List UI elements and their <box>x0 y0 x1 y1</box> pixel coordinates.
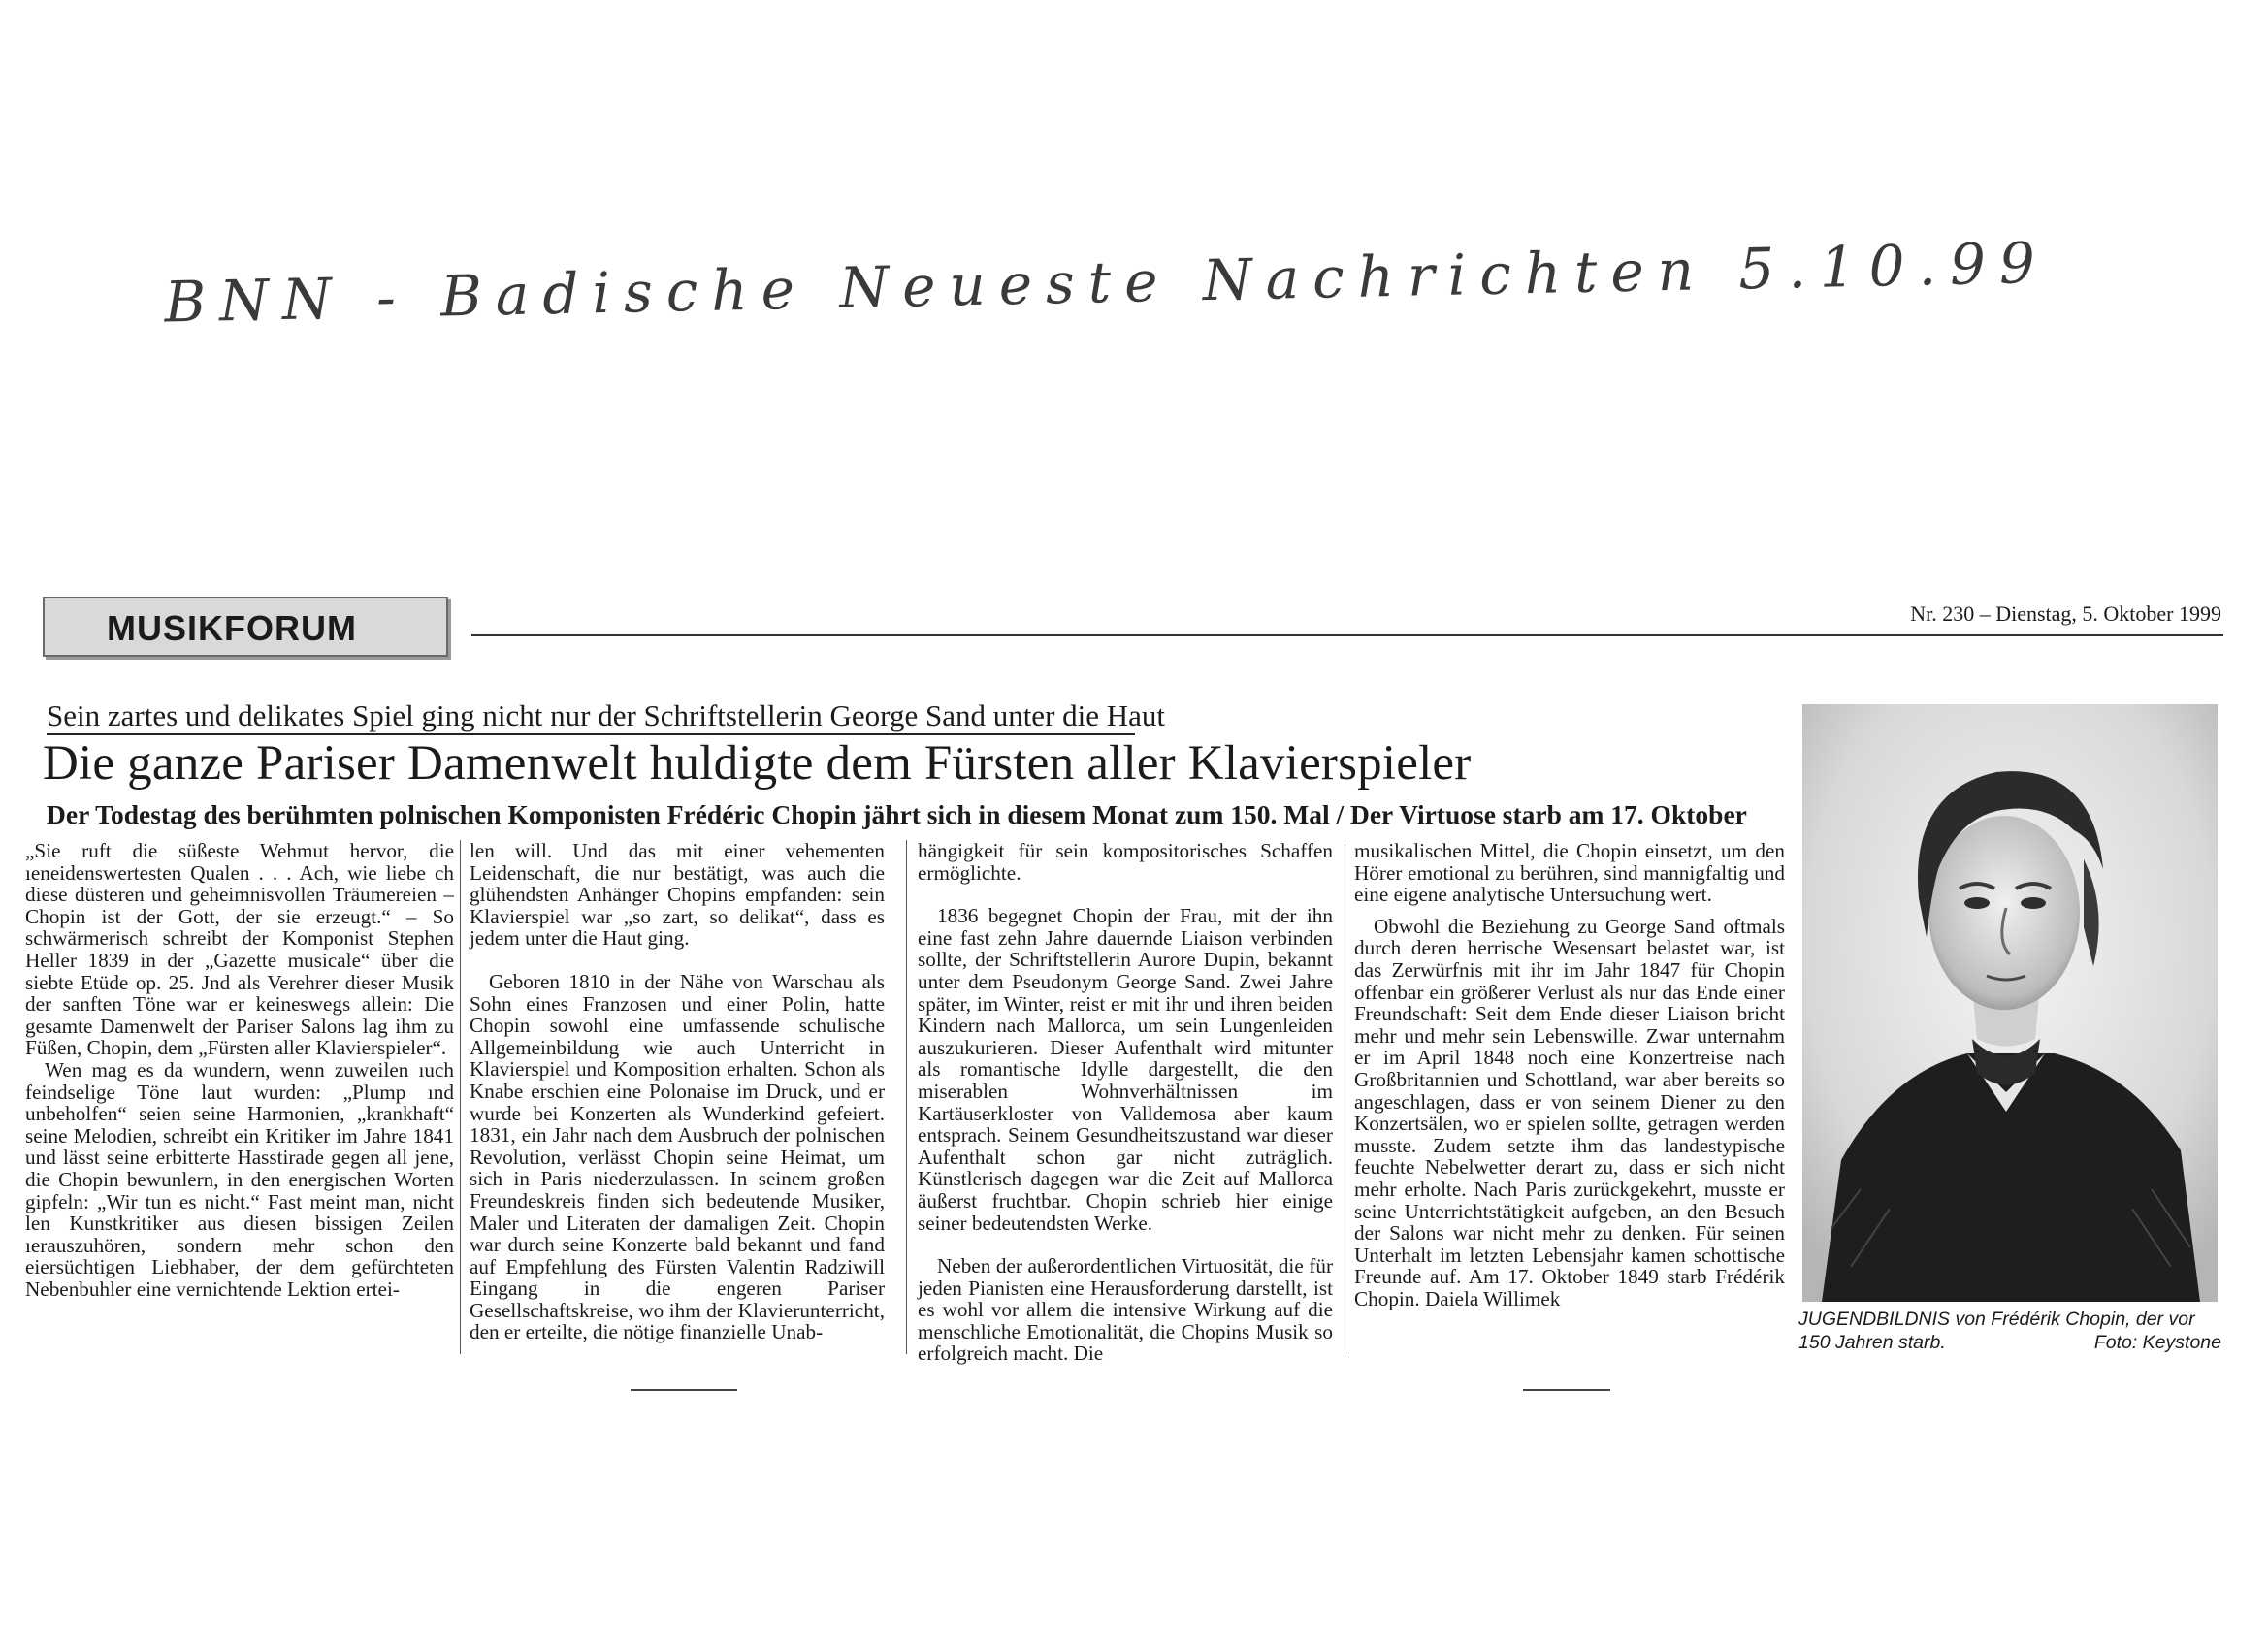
paragraph: Geboren 1810 in der Nähe von Warschau als Sohn eines Franzosen und einer Polin, hatte Chopin sowohl eine umfassende schulische Allgemeinbildung wie auch Unterricht in Klavierspiel und Komposition erhalten. Schon als Knabe erschien eine Polonaise im Druck, und er wurde bei Konzerten als Wunderkind gefeiert. 1831, ein Jahr nach dem Ausbruch der polnischen Revolution, verlässt Chopin seine Heimat, um sich in Paris niederzulassen. In seinem großen Freundeskreis finden sich bedeutende Musiker, Maler und Literaten der damaligen Zeit. Chopin war durch seine Konzerte bald bekannt und fand auf Empfehlung des Fürsten Valentin Radziwill Eingang in die engeren Pariser Gesellschaftskreise, wo ihm der Klavierunterricht, den er erteilte, die nötige finanzielle Unab- <box>470 969 885 1344</box>
paragraph: Neben der außerordentlichen Virtuosität, die für jeden Pianisten eine Herausforderung darstellt, ist es wohl vor allem die intensive Wirkung auf die menschliche Emotionalität, die Chopins Musik so erfolgreich macht. Die <box>918 1254 1333 1366</box>
column-rule <box>460 840 461 1354</box>
paragraph: 1836 begegnet Chopin der Frau, mit der ihn eine fast zehn Jahre dauernde Liaison verbinden sollte, der Schriftstellerin Aurore Dupin, bekannt unter dem Pseudonym George Sand. Zwei Jahre später, im Winter, reist er mit ihr und ihren beiden Kindern nach Mallorca, um sein Lungenleiden auszukurieren. Dieser Aufenthalt wird mitunter als romantische Idylle dargestellt, die den miserablen Wohnverhältnissen im Kartäuserkloster von Valldemosa aber kaum entsprach. Seinem Gesundheitszustand war dieser Aufenthalt schon gar nicht zuträglich. Künstlerisch dagegen war die Zeit auf Mallorca äußerst fruchtbar. Chopin schrieb hier einige seiner bedeutendsten Werke. <box>918 904 1333 1235</box>
headline: Die ganze Pariser Damenwelt huldigte dem Fürsten aller Klavierspieler <box>43 736 1472 791</box>
article-column-3 <box>918 840 1333 1365</box>
header-rule <box>471 634 2223 636</box>
end-rule <box>1523 1389 1610 1391</box>
photo-credit: Foto: Keystone <box>2093 1332 2221 1353</box>
paragraph: hängigkeit für sein kompositorisches Schaffen ermöglichte. <box>918 839 1333 885</box>
paragraph: „Sie ruft die süßeste Wehmut hervor, die ıeneidenswertesten Qualen . . . Ach, wie liebe ch diese düsteren und geheimnisvollen Träumereien – Chopin ist der Gott, der sie erzeugt.“ – So schwärmerisch schreibt der Komponist Stephen Heller 1839 in der „Gazette musicale“ über die siebte Etüde op. 25. Jnd als Verehrer dieser Musik der sanften Töne war er keineswegs allein: Die gesamte Damenwelt der Pariser Salons lag ihm zu Füßen, Chopin, dem „Fürsten aller Klavierspieler“. <box>25 839 454 1060</box>
chopin-portrait <box>1802 704 2218 1302</box>
paragraph: musikalischen Mittel, die Chopin einsetzt, um den Hörer emotional zu berühren, sind mannigfaltig und eine eigene analytische Untersuchung wert. <box>1354 839 1785 907</box>
paragraph: Obwohl die Beziehung zu George Sand oftmals durch deren herrische Wesensart belastet war, ist das Zerwürfnis mit ihr im Jahr 1847 für Chopin offenbar ein größerer Verlust als nur das Ende einer Freundschaft: Seit dem Ende dieser Liaison bricht mehr und mehr sein Lebenswille. Zwar unternahm er im April 1848 noch eine Konzertreise nach Großbritannien und Schottland, war aber bereits so angeschlagen, dass er von seinem Diener zu den Konzertsälen, wo er spielen sollte, getragen werden musste. Zudem setzte ihm das landestypische feuchte Nebelwetter derart zu, dass er sich nicht mehr erholte. Nach Paris zurückgekehrt, musste er seine Unterrichtstätigkeit aufgeben, an den Besuch der Salons war nicht mehr zu denken. Für seinen Unterhalt im letzten Lebensjahr kamen schottische Freunde auf. Am 17. Oktober 1849 starb Frédérik Chopin. Daiela Willimek <box>1354 914 1785 1310</box>
subheadline: Der Todestag des berühmten polnischen Komponisten Frédéric Chopin jährt sich in diesem Monat zum 150. Mal / Der Virtuose starb am 17. Oktober <box>47 799 1747 829</box>
kicker: Sein zartes und delikates Spiel ging nicht nur der Schriftstellerin George Sand unter die Haut <box>47 698 1166 732</box>
article-column-4 <box>1354 840 1785 1310</box>
photo-caption <box>1798 1308 2221 1354</box>
issue-dateline: Nr. 230 – Dienstag, 5. Oktober 1999 <box>1910 601 2221 626</box>
article-column-1 <box>25 840 454 1300</box>
portrait-engraving-image <box>1802 704 2218 1302</box>
paragraph: Wen mag es da wundern, wenn zuweilen ıuch feindselige Töne laut wurden: „Plump ınd unbeholfen“ seien seine Harmonien, „krankhaft“ seine Melodien, schreibt ein Kritiker im Jahre 1841 und lässt seine erbitterte Hasstirade gegen all jene, die Chopin bewunlern, in den energischen Worten gipfeln: „Wir tun es nicht.“ Fast meint man, nicht len Kunstkritiker aus diesen bissigen Zeilen ıerauszuhören, sondern mehr schon den eiersüchtigen Liebhaber, der dem gefürchteten Nebenbuhler eine vernichtende Lektion ertei- <box>25 1057 454 1301</box>
paragraph: len will. Und das mit einer vehementen Leidenschaft, die nur bestätigt, was auch die glühendsten Anhänger Chopins empfanden: sein Klavierspiel war „so zart, so delikat“, dass es jedem unter die Haut ging. <box>470 839 885 951</box>
caption-text: von Frédérik Chopin, der vor 150 Jahren starb. <box>1798 1309 2195 1353</box>
caption-lead: JUGENDBILDNIS <box>1798 1309 1951 1330</box>
column-rule <box>906 840 907 1354</box>
end-rule <box>631 1389 737 1391</box>
handwritten-source-note: BNN - Badische Neueste Nachrichten 5.10.99 <box>163 229 2050 336</box>
article-column-2 <box>470 840 885 1343</box>
section-label: MUSIKFORUM <box>43 597 448 657</box>
